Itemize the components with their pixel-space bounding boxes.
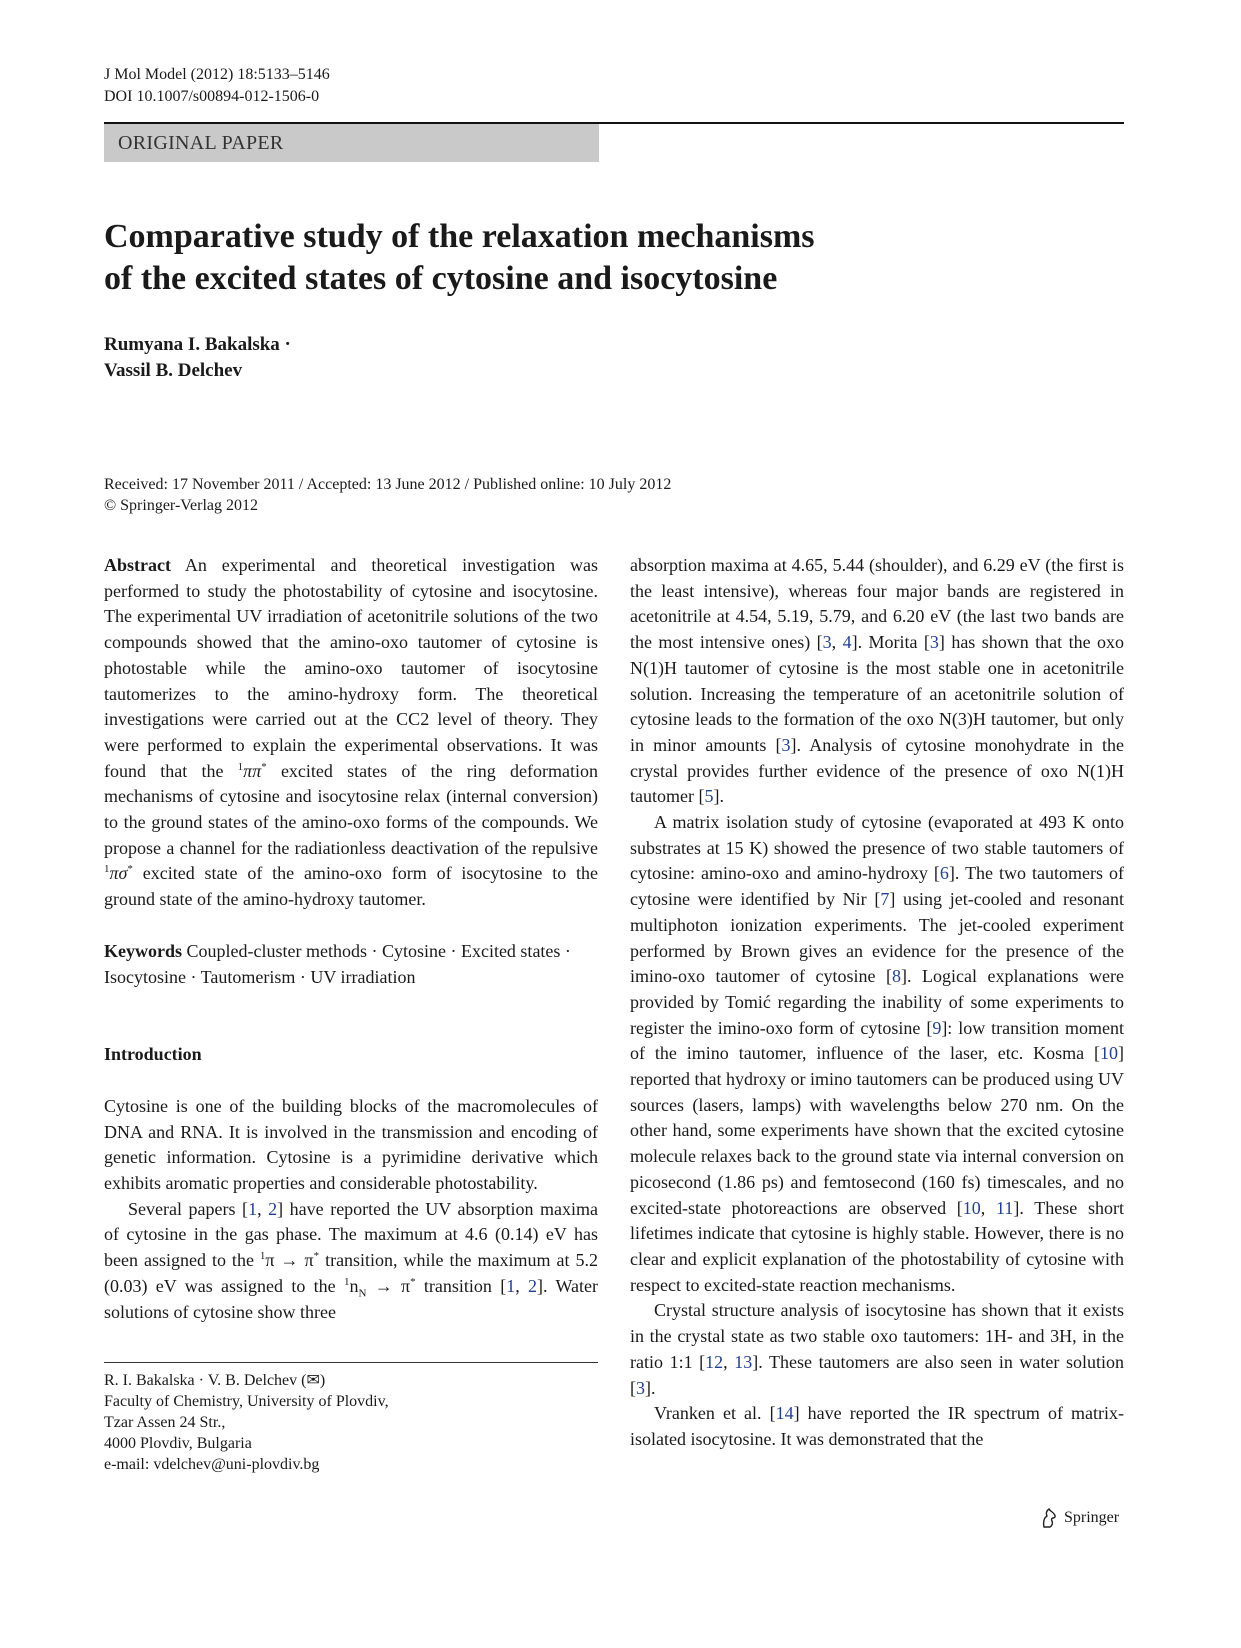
citation-link[interactable]: 7 (880, 889, 890, 910)
intro-paragraph-1: Cytosine is one of the building blocks of the macromolecules of DNA and RNA. It is involved in the transmission and encoding of genetic information. Cytosine is a pyrimidine derivative which exhibits aromatic properties and considerable photostability. (104, 1095, 598, 1194)
transition-symbol: → π (366, 1275, 411, 1296)
author-list (104, 332, 291, 384)
paper-title (104, 216, 1004, 300)
section-banner (104, 124, 599, 162)
text: , (515, 1275, 528, 1296)
text: transition [ (415, 1275, 507, 1296)
journal-citation: J Mol Model (2012) 18:5133–5146 (104, 66, 330, 83)
citation-link[interactable]: 1 (248, 1198, 258, 1219)
publisher-name: Springer (1064, 1509, 1120, 1526)
copyright: © Springer-Verlag 2012 (104, 497, 259, 514)
footnote-email[interactable]: e-mail: vdelchev@uni-plovdiv.bg (104, 1456, 320, 1473)
citation-link[interactable]: 3 (929, 632, 939, 653)
superscript: 1 (104, 863, 110, 876)
transition-symbol: π → π (265, 1250, 314, 1271)
article-dates (104, 474, 671, 516)
abstract-text: excited state of the amino-oxo form of isocytosine to the ground state of the amino-hydroxy tautomer. (104, 863, 598, 910)
keywords-label: Keywords (104, 940, 182, 961)
body-paragraph-3: Crystal structure analysis of isocytosine has shown that it exists in the crystal state as two stable oxo tautomers: 1H- and 3H, in the ratio 1:1 [12, 13]. These tautomers are also seen in water solution [3]. (630, 1300, 1125, 1398)
publisher-logo (1040, 1508, 1119, 1528)
text: ]. Analysis of cytosine monohydrate in the crystal provides further evidence of the presence of oxo N(1)H tautomer [ (630, 734, 1124, 807)
citation-link[interactable]: 10 (1100, 1043, 1118, 1064)
keywords-text: Coupled-cluster methods · Cytosine · Excited states · Isocytosine · Tautomerism · UV irradiation (104, 940, 571, 987)
title-line-2: of the excited states of cytosine and isocytosine (104, 260, 778, 297)
superscript: 1 (343, 1275, 350, 1288)
state-symbol: πσ (109, 863, 128, 884)
journal-doi: DOI 10.1007/s00894-012-1506-0 (104, 88, 320, 105)
spacer (104, 1068, 598, 1094)
section-label: ORIGINAL PAPER (118, 132, 284, 154)
title-line-1: Comparative study of the relaxation mechanisms (104, 218, 815, 255)
footnote-rule (104, 1362, 598, 1363)
abstract (104, 553, 598, 913)
citation-link[interactable]: 5 (704, 786, 714, 807)
publication-history: Received: 17 November 2011 / Accepted: 13 June 2012 / Published online: 10 July 2012 (104, 476, 672, 493)
text: ] have reported the UV absorption maxima of cytosine in the gas phase. The maximum at 4.6 (0.14) eV has been assigned to the (104, 1198, 599, 1271)
text: , (257, 1198, 269, 1219)
spacer (104, 990, 598, 1016)
text: ] reported that hydroxy or imino tautomers can be produced using UV sources (lasers, lamps) with wavelengths below 270 nm. On the other hand, some experiments have shown that the excited cytosine molecule relaxes back to the ground state via internal conversion on picosecond (1.86 ps) and femtosecond (160 fs) timescales, and no excited-state photoreactions are observed [ (630, 1043, 1124, 1218)
author-1[interactable]: Rumyana I. Bakalska · (104, 334, 291, 355)
text: ]: low transition moment of the imino tautomer, influence of the laser, etc. Kosma [ (630, 1017, 1124, 1064)
superscript: * (261, 760, 267, 773)
body-paragraph-1: absorption maxima at 4.65, 5.44 (shoulder), and 6.29 eV (the first is the least intensive), whereas four major bands are registered in acetonitrile at 4.54, 5.19, 5.79, and 6.20 eV (the last two bands are the most intensive ones) [3, 4]. Morita [3] has shown that the oxo N(1)H tautomer of cytosine is the most stable one in acetonitrile solution. Increasing the temperature of an acetonitrile solution of cytosine leads to the formation of the oxo N(3)H tautomer, but only in minor amounts [3]. Analysis of cytosine monohydrate in the crystal provides further evidence of the presence of oxo N(1)H tautomer [5]. (630, 555, 1124, 807)
author-2[interactable]: Vassil B. Delchev (104, 360, 243, 381)
text: Vranken et al. [ (654, 1403, 776, 1424)
text: ]. (645, 1377, 656, 1398)
citation-link[interactable]: 12 (705, 1351, 724, 1372)
text: ] has shown that the oxo N(1)H tautomer of cytosine is the most stable one in acetonitrile solution. Increasing the temperature of an acetonitrile solution of cytosine leads to the formation of the oxo N(3)H tautomer, but only in minor amounts [ (630, 632, 1124, 755)
citation-link[interactable]: 3 (781, 734, 791, 755)
text: ]. The two tautomers of cytosine were identified by Nir [ (630, 863, 1124, 910)
citation-link[interactable]: 10 (962, 1197, 981, 1218)
text: transition, while the maximum at 5.2 (0.03) eV was assigned to the (104, 1250, 598, 1296)
envelope-icon[interactable]: ✉ (306, 1372, 320, 1389)
superscript: 1 (237, 760, 244, 773)
superscript: * (410, 1275, 416, 1288)
abstract-label: Abstract (104, 555, 171, 575)
citation-link[interactable]: 1 (506, 1275, 516, 1296)
citation-link[interactable]: 8 (892, 966, 902, 987)
author-footnote (104, 1370, 389, 1475)
spacer (104, 913, 598, 939)
text: ]. Water solutions of cytosine show three (104, 1275, 598, 1322)
footnote-affiliation: Faculty of Chemistry, University of Plovdiv, (104, 1393, 389, 1410)
citation-link[interactable]: 2 (268, 1198, 278, 1219)
transition-symbol: n (349, 1275, 359, 1296)
text: Crystal structure analysis of isocytosine has shown that it exists in the crystal state as two stable oxo tautomers: 1H- and 3H, in the ratio 1:1 [ (630, 1300, 1124, 1372)
keywords (104, 939, 598, 990)
text: A matrix isolation study of cytosine (evaporated at 493 K onto substrates at 15 K) showed the presence of two stable tautomers of cytosine: amino-oxo and amino-hydroxy [ (630, 812, 1124, 884)
footnote-authors (104, 1370, 389, 1391)
text: ]. (713, 786, 724, 807)
citation-link[interactable]: 2 (528, 1275, 537, 1296)
text: absorption maxima at 4.65, 5.44 (shoulder), and 6.29 eV (the first is the least intensive), whereas four major bands are registered in acetonitrile at 4.54, 5.19, 5.79, and 6.20 eV (the last two bands are the most intensive ones) [ (630, 555, 1124, 653)
superscript: 1 (259, 1250, 266, 1263)
text: ]. Morita [ (851, 632, 930, 653)
superscript: * (313, 1250, 320, 1263)
right-column (630, 553, 1124, 1453)
spacer (104, 1016, 598, 1042)
citation-link[interactable]: 14 (775, 1403, 794, 1424)
citation-link[interactable]: 4 (842, 632, 852, 653)
text: ]. These short lifetimes indicate that cytosine is highly stable. However, there is no clear and explicit explanation of the photostability of cytosine with respect to excited-state reaction mechanisms. (630, 1197, 1124, 1295)
citation-link[interactable]: 3 (636, 1377, 645, 1398)
citation-link[interactable]: 9 (932, 1017, 942, 1038)
state-symbol: ππ (243, 760, 262, 781)
citation-link[interactable]: 11 (996, 1197, 1014, 1218)
abstract-text: An experimental and theoretical investigation was performed to study the photostability of cytosine and isocytosine. The experimental UV irradiation of acetonitrile solutions of the two compounds showed that the amino-oxo tautomer of cytosine is photostable while the amino-oxo tautomer of isocytosine tautomerizes to the amino-hydroxy form. The theoretical investigations were carried out at the CC2 level of theory. They were performed to explain the experimental observations. It was found that the (104, 555, 598, 781)
body-paragraph-4 (630, 1401, 1124, 1452)
springer-horse-icon (1040, 1508, 1058, 1528)
text: ]. These tautomers are also seen in water solution [ (630, 1351, 1125, 1398)
citation-link[interactable]: 3 (822, 632, 832, 653)
intro-paragraph-2 (104, 1197, 598, 1326)
citation-link[interactable]: 6 (939, 863, 949, 884)
text: ]. Logical explanations were provided by Tomić regarding the inability of some experiments to register the imino-oxo form of cytosine [ (630, 966, 1125, 1038)
text: R. I. Bakalska · V. B. Delchev ( (104, 1372, 307, 1389)
text: ) (319, 1372, 326, 1389)
text: Several papers [ (128, 1198, 249, 1219)
left-column (104, 553, 598, 1325)
text: ] using jet-cooled and resonant multiphoton ionization experiments. The jet-cooled experiment performed by Brown gives an evidence for the presence of the imino-oxo tautomer of cytosine [ (630, 889, 1125, 987)
body-paragraph-2: A matrix isolation study of cytosine (evaporated at 493 K onto substrates at 15 K) showed the presence of two stable tautomers of cytosine: amino-oxo and amino-hydroxy [6]. The two tautomers of cytosine were identified by Nir [7] using jet-cooled and resonant multiphoton ionization experiments. The jet-cooled experiment performed by Brown gives an evidence for the presence of the imino-oxo tautomer of cytosine [8]. Logical explanations were provided by Tomić regarding the inability of some experiments to register the imino-oxo form of cytosine [9]: low transition moment of the imino tautomer, influence of the laser, etc. Kosma [10] reported that hydroxy or imino tautomers can be produced using UV sources (lasers, lamps) with wavelengths below 270 nm. On the other hand, some experiments have shown that the excited cytosine molecule relaxes back to the ground state via internal conversion on picosecond (1.86 ps) and femtosecond (160 fs) timescales, and no excited-state photoreactions are observed [10, 11]. These short lifetimes indicate that cytosine is highly stable. However, there is no clear and explicit explanation of the photostability of cytosine with respect to excited-state reaction mechanisms. (630, 812, 1125, 1295)
abstract-text: excited states of the ring deformation mechanisms of cytosine and isocytosine relax (internal conversion) to the ground states of the amino-oxo forms of the compounds. We propose a channel for the radiationless deactivation of the repulsive (104, 760, 598, 858)
text: ] have reported the IR spectrum of matrix-isolated isocytosine. It was demonstrated that the (630, 1403, 1124, 1449)
footnote-street: Tzar Assen 24 Str., (104, 1414, 226, 1431)
introduction-heading: Introduction (104, 1044, 202, 1065)
citation-link[interactable]: 13 (734, 1351, 753, 1372)
superscript: * (127, 863, 133, 876)
subscript: N (358, 1287, 367, 1300)
journal-info (104, 64, 330, 108)
footnote-city: 4000 Plovdiv, Bulgaria (104, 1435, 252, 1452)
